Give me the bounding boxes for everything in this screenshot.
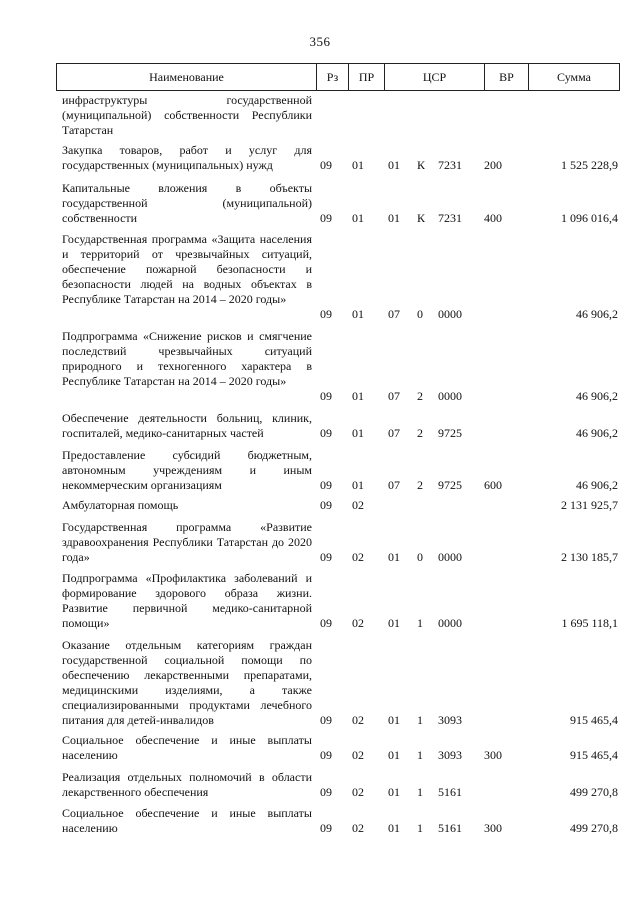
row-rz: 09 bbox=[320, 616, 332, 630]
row-csr-3: 5161 bbox=[438, 785, 462, 799]
row-rz: 09 bbox=[320, 307, 332, 321]
row-csr-3: 0000 bbox=[438, 616, 462, 630]
row-csr-1: 07 bbox=[388, 478, 400, 492]
row-sum: 1 695 118,1 bbox=[561, 616, 618, 630]
row-sum: 499 270,8 bbox=[570, 821, 618, 835]
table-row bbox=[62, 806, 622, 836]
row-csr-2: К bbox=[417, 158, 426, 172]
row-csr-1: 01 bbox=[388, 211, 400, 225]
row-csr-3: 9725 bbox=[438, 426, 462, 440]
row-name: Закупка товаров, работ и услуг для государственных (муниципальных) нужд bbox=[62, 143, 312, 172]
row-csr-2: 0 bbox=[417, 307, 423, 321]
row-csr-3: 0000 bbox=[438, 389, 462, 403]
row-sum: 46 906,2 bbox=[576, 426, 618, 440]
row-pr: 02 bbox=[352, 785, 364, 799]
row-sum: 915 465,4 bbox=[570, 713, 618, 727]
row-csr-2: 1 bbox=[417, 713, 423, 727]
row-csr-3: 7231 bbox=[438, 211, 462, 225]
row-pr: 01 bbox=[352, 307, 364, 321]
row-sum: 46 906,2 bbox=[576, 478, 618, 492]
row-csr-2: 1 bbox=[417, 785, 423, 799]
header-vr: ВР bbox=[485, 64, 529, 90]
row-csr-1: 01 bbox=[388, 821, 400, 835]
row-csr-3: 9725 bbox=[438, 478, 462, 492]
row-csr-3: 0000 bbox=[438, 307, 462, 321]
row-csr-1: 01 bbox=[388, 616, 400, 630]
row-csr-3: 5161 bbox=[438, 821, 462, 835]
row-vr: 200 bbox=[484, 158, 502, 172]
table-row bbox=[62, 181, 622, 226]
row-name: Предоставление субсидий бюджетным, автономным учреждениям и иным некоммерческим организациям bbox=[62, 448, 312, 492]
row-csr-2: 1 bbox=[417, 821, 423, 835]
row-csr-1: 01 bbox=[388, 748, 400, 762]
row-vr: 300 bbox=[484, 821, 502, 835]
row-csr-3: 3093 bbox=[438, 713, 462, 727]
row-rz: 09 bbox=[320, 821, 332, 835]
row-csr-1: 01 bbox=[388, 550, 400, 564]
row-pr: 02 bbox=[352, 713, 364, 727]
row-pr: 02 bbox=[352, 550, 364, 564]
row-vr: 300 bbox=[484, 748, 502, 762]
row-name: Реализация отдельных полномочий в области лекарственного обеспечения bbox=[62, 770, 312, 799]
row-csr-1: 01 bbox=[388, 158, 400, 172]
row-rz: 09 bbox=[320, 158, 332, 172]
row-csr-2: 2 bbox=[417, 478, 423, 492]
row-name: Социальное обеспечение и иные выплаты населению bbox=[62, 733, 312, 762]
row-csr-3: 0000 bbox=[438, 550, 462, 564]
table-row bbox=[62, 520, 622, 565]
row-rz: 09 bbox=[320, 713, 332, 727]
row-rz: 09 bbox=[320, 211, 332, 225]
table-row bbox=[62, 93, 622, 138]
row-csr-2: 1 bbox=[417, 616, 423, 630]
header-name: Наименование bbox=[57, 64, 317, 90]
row-rz: 09 bbox=[320, 426, 332, 440]
table-row bbox=[62, 143, 622, 173]
table-row bbox=[62, 571, 622, 631]
row-csr-2: 2 bbox=[417, 389, 423, 403]
row-rz: 09 bbox=[320, 498, 332, 512]
row-pr: 01 bbox=[352, 426, 364, 440]
row-sum: 499 270,8 bbox=[570, 785, 618, 799]
row-csr-3: 7231 bbox=[438, 158, 462, 172]
row-csr-1: 07 bbox=[388, 307, 400, 321]
row-rz: 09 bbox=[320, 478, 332, 492]
row-rz: 09 bbox=[320, 748, 332, 762]
row-vr: 600 bbox=[484, 478, 502, 492]
row-pr: 01 bbox=[352, 158, 364, 172]
row-name: Государственная программа «Защита населения и территорий от чрезвычайных ситуаций, обеспечение пожарной безопасности и безопасности людей на водных объектах в Республике Татарстан на 2014 – 2020 годы» bbox=[62, 232, 312, 306]
row-csr-2: 0 bbox=[417, 550, 423, 564]
row-pr: 02 bbox=[352, 616, 364, 630]
row-name: Социальное обеспечение и иные выплаты населению bbox=[62, 806, 312, 835]
row-pr: 01 bbox=[352, 478, 364, 492]
table-row bbox=[62, 411, 622, 441]
row-name: Подпрограмма «Снижение рисков и смягчение последствий чрезвычайных ситуаций природного и техногенного характера в Республике Татарстан на 2014 – 2020 годы» bbox=[62, 329, 312, 388]
row-pr: 01 bbox=[352, 211, 364, 225]
row-pr: 02 bbox=[352, 821, 364, 835]
row-rz: 09 bbox=[320, 550, 332, 564]
row-pr: 02 bbox=[352, 748, 364, 762]
row-csr-2: 1 bbox=[417, 748, 423, 762]
row-sum: 915 465,4 bbox=[570, 748, 618, 762]
table-row bbox=[62, 733, 622, 763]
header-rz: Рз bbox=[317, 64, 349, 90]
row-sum: 1 525 228,9 bbox=[561, 158, 618, 172]
table-row bbox=[62, 448, 622, 493]
row-csr-1: 07 bbox=[388, 426, 400, 440]
table-row bbox=[62, 329, 622, 404]
row-name: Капитальные вложения в объекты государственной (муниципальной) собственности bbox=[62, 181, 312, 225]
header-sum: Сумма bbox=[557, 69, 591, 84]
row-sum: 1 096 016,4 bbox=[561, 211, 618, 225]
row-pr: 02 bbox=[352, 498, 364, 512]
row-vr: 400 bbox=[484, 211, 502, 225]
table-row bbox=[62, 232, 622, 322]
row-csr-2: К bbox=[417, 211, 426, 225]
row-sum: 2 131 925,7 bbox=[561, 498, 618, 512]
table-row bbox=[62, 638, 622, 728]
row-sum: 46 906,2 bbox=[576, 389, 618, 403]
row-name: Амбулаторная помощь bbox=[62, 498, 179, 512]
table-row bbox=[62, 770, 622, 800]
row-sum: 2 130 185,7 bbox=[561, 550, 618, 564]
row-csr-2: 2 bbox=[417, 426, 423, 440]
row-sum: 46 906,2 bbox=[576, 307, 618, 321]
row-name: Оказание отдельным категориям граждан государственной социальной помощи по обеспечению лекарственными препаратами, медицинскими изделиями, а также специализированными продуктами лечебного питания для детей-инвалидов bbox=[62, 638, 312, 727]
row-name: Государственная программа «Развитие здравоохранения Республики Татарстан до 2020 года» bbox=[62, 520, 312, 564]
row-rz: 09 bbox=[320, 785, 332, 799]
row-name: Обеспечение деятельности больниц, клиник, госпиталей, медико-санитарных частей bbox=[62, 411, 312, 440]
row-csr-3: 3093 bbox=[438, 748, 462, 762]
header-csr: ЦСР bbox=[385, 64, 485, 90]
row-pr: 01 bbox=[352, 389, 364, 403]
row-name: Подпрограмма «Профилактика заболеваний и формирование здорового образа жизни. Развитие первичной медико-санитарной помощи» bbox=[62, 571, 312, 630]
row-name: инфраструктуры государственной (муниципальной) собственности Республики Татарстан bbox=[62, 93, 312, 137]
row-csr-1: 01 bbox=[388, 713, 400, 727]
row-rz: 09 bbox=[320, 389, 332, 403]
row-csr-1: 07 bbox=[388, 389, 400, 403]
table-header bbox=[56, 63, 620, 91]
page-number: 356 bbox=[309, 34, 331, 49]
row-csr-1: 01 bbox=[388, 785, 400, 799]
table-row bbox=[62, 498, 622, 513]
header-pr: ПР bbox=[349, 64, 385, 90]
